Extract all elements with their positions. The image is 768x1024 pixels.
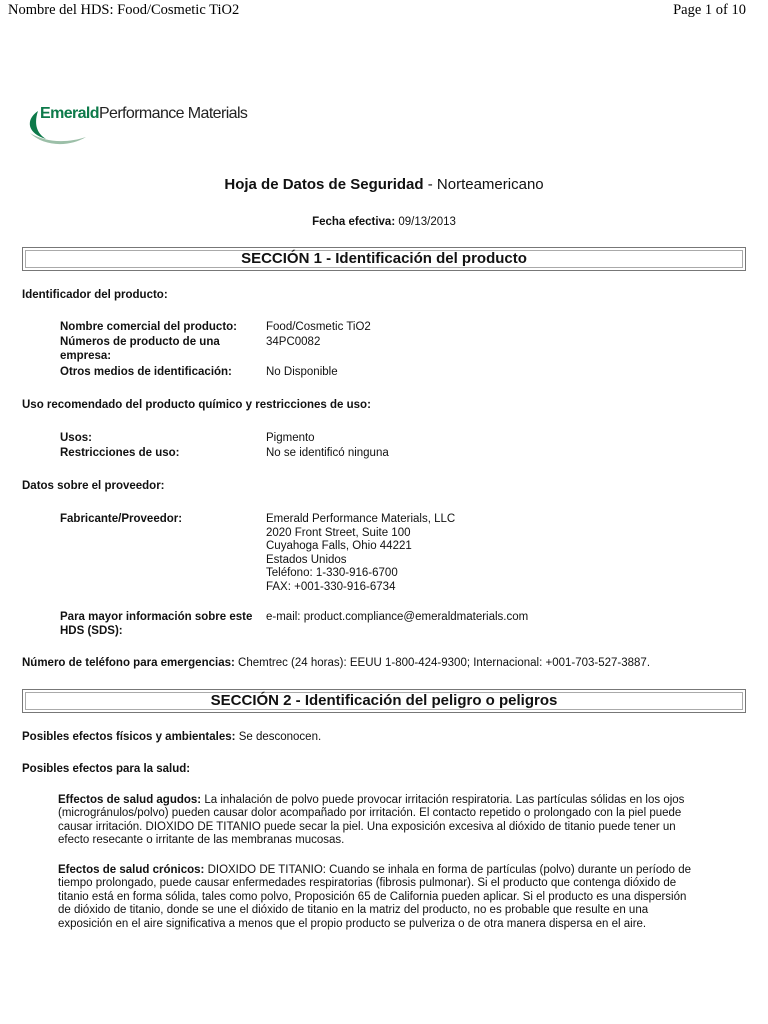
manufacturer-phone: Teléfono: 1-330-916-6700 [266,567,398,579]
chronic-effects-line: titanio está en forma sólida, tales como polvo, Proposición 65 de California pueden aplicar. Si el producto es una dispersión [58,890,687,903]
other-id-label: Otros medios de identificación: [60,366,232,378]
chronic-effects-line: DIOXIDO DE TITANIO: Cuando se inhala en forma de partículas (polvo) durante un período de [207,864,692,876]
section-2-heading: SECCIÓN 2 - Identificación del peligro o peligros [22,689,746,713]
acute-effects-line: La inhalación de polvo puede provocar irritación respiratoria. Las partículas sólidas en los ojos [204,794,685,806]
more-info-label: Para mayor información sobre este [60,611,253,623]
acute-effects-paragraph [58,794,718,848]
company-logo [24,103,248,151]
manufacturer-line: Cuyahoga Falls, Ohio 44221 [266,540,412,552]
chronic-effects-label: Efectos de salud crónicos: [58,864,205,876]
manufacturer-label: Fabricante/Proveedor: [60,513,183,525]
more-info-email: e-mail: product.compliance@emeraldmaterials.com [266,611,529,623]
document-header-title: Nombre del HDS: Food/Cosmetic TiO2 [8,2,240,18]
physical-effects-label: Posibles efectos físicos y ambientales: [22,731,236,743]
effective-date [0,216,768,228]
logo-brand-rest: Performance Materials [98,105,248,122]
manufacturer-line: Estados Unidos [266,554,347,566]
acute-effects-label: Effectos de salud agudos: [58,794,202,806]
supplier-heading: Datos sobre el proveedor: [22,480,165,492]
acute-effects-line: (microgránulos/polvo) pueden causar dolor acompañado por irritación. El contacto repetido o prolongado con la piel puede [58,807,682,820]
health-effects-heading: Posibles efectos para la salud: [22,763,191,775]
chronic-effects-line: tiempo prolongado, puede causar enfermedades respiratorias (fibrosis pulmonar). Si el producto que contenga dióxido de [58,877,677,890]
manufacturer-line: 2020 Front Street, Suite 100 [266,527,411,539]
effective-date-value: 09/13/2013 [398,216,456,228]
document-title-suffix: - Norteamericano [427,176,544,193]
uses-label: Usos: [60,432,92,444]
product-identifier-heading: Identificador del producto: [22,289,168,301]
manufacturer-line: Emerald Performance Materials, LLC [266,513,456,525]
document-title [0,176,768,193]
chronic-effects-line: exposición en el aire significativa a menos que el propio producto se pulveriza o de otra manera dispersa en el aire. [58,917,647,930]
trade-name-label: Nombre comercial del producto: [60,321,238,333]
emergency-phone [22,657,650,669]
effective-date-label: Fecha efectiva: [312,216,396,228]
acute-effects-line: efecto resecante o irritante de las membranas mucosas. [58,834,345,847]
company-numbers-label-cont: empresa: [60,350,112,362]
logo-wordmark [40,105,247,123]
physical-effects [22,731,321,743]
restrictions-label: Restricciones de uso: [60,447,180,459]
trade-name-value: Food/Cosmetic TiO2 [266,321,371,333]
emergency-phone-value: Chemtrec (24 horas): EEUU 1-800-424-9300; Internacional: +001-703-527-3887. [238,657,651,669]
company-numbers-label: Números de producto de una [60,336,220,348]
uses-value: Pigmento [266,432,315,444]
chronic-effects-paragraph [58,864,718,931]
other-id-value: No Disponible [266,366,338,378]
physical-effects-value: Se desconocen. [238,731,322,743]
emergency-phone-label: Número de teléfono para emergencias: [22,657,235,669]
manufacturer-fax: FAX: +001-330-916-6734 [266,581,396,593]
logo-brand: Emerald [40,105,99,122]
page-number: Page 1 of 10 [673,2,746,18]
chronic-effects-line: de dióxido de titanio, donde se une el dióxido de titanio en la matriz del producto, no es probable que resulte en una [58,904,649,917]
section-1-heading: SECCIÓN 1 - Identificación del producto [22,247,746,271]
use-heading: Uso recomendado del producto químico y restricciones de uso: [22,399,371,411]
acute-effects-line: causar irritación. DIOXIDO DE TITANIO puede secar la piel. Una exposición excesiva al dióxido de titanio puede tener un [58,820,676,833]
company-numbers-value: 34PC0082 [266,336,321,348]
document-title-main: Hoja de Datos de Seguridad [224,176,424,193]
more-info-label-cont: HDS (SDS): [60,625,123,637]
restrictions-value: No se identificó ninguna [266,447,389,459]
